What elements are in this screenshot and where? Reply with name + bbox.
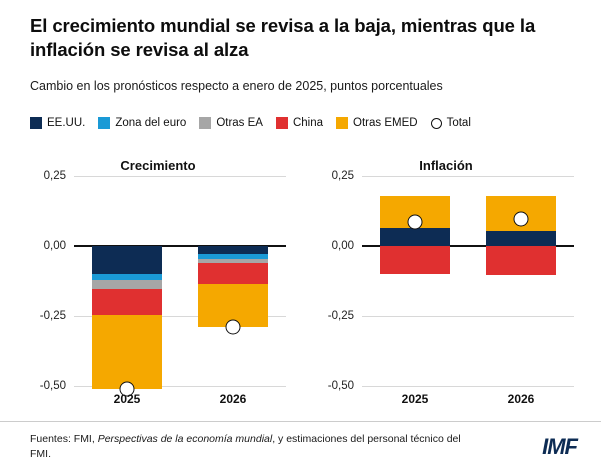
- bar-segment: [198, 263, 268, 284]
- legend-item: [336, 117, 418, 129]
- bar-segment: [486, 246, 556, 275]
- legend-label: Total: [446, 117, 471, 129]
- gridline: [362, 386, 574, 387]
- gridline: [362, 176, 574, 177]
- panel-inflacion: [310, 148, 582, 423]
- x-axis-tick-label: 2026: [219, 392, 247, 406]
- y-axis-tick-label: -0,25: [39, 310, 66, 322]
- bar-segment: [380, 246, 450, 274]
- source-note: [30, 432, 480, 462]
- legend-swatch-icon: [98, 117, 110, 129]
- legend-item: [30, 117, 85, 129]
- y-axis-tick-label: -0,50: [39, 380, 66, 392]
- legend-swatch-icon: [276, 117, 288, 129]
- bar-segment: [198, 246, 268, 254]
- total-marker: [514, 212, 529, 227]
- gridline: [74, 176, 286, 177]
- y-axis-tick-label: 0,00: [43, 240, 66, 252]
- x-axis-tick-label: 2026: [507, 392, 535, 406]
- chart-legend: [30, 117, 471, 129]
- y-axis-tick-label: 0,00: [331, 240, 354, 252]
- plot-area-inflacion: [327, 170, 574, 406]
- source-note-part2: , y estimaciones del personal técnico del FMI.: [30, 432, 461, 460]
- legend-label: Otras EA: [216, 117, 263, 129]
- y-axis-tick-label: -0,50: [327, 380, 354, 392]
- bar-segment: [92, 280, 162, 290]
- imf-logo: IMF: [542, 434, 577, 459]
- page-title: El crecimiento mundial se revisa a la baja, mientras que la inflación se revisa al alza: [30, 15, 536, 60]
- y-axis-tick-label: -0,25: [327, 310, 354, 322]
- legend-item: [98, 117, 186, 129]
- total-marker: [226, 320, 241, 335]
- chart-subtitle: Cambio en los pronósticos respecto a enero de 2025, puntos porcentuales: [30, 79, 443, 93]
- legend-label: Zona del euro: [115, 117, 187, 129]
- plot-area-crecimiento: [39, 170, 286, 406]
- legend-label: China: [292, 117, 324, 129]
- bar-segment: [380, 228, 450, 246]
- legend-item: [276, 117, 323, 129]
- legend-item: [431, 117, 471, 129]
- legend-swatch-icon: [30, 117, 42, 129]
- legend-item: [199, 117, 263, 129]
- panel-title-inflacion: Inflación: [419, 158, 473, 173]
- legend-swatch-icon: [199, 117, 211, 129]
- legend-label: EE.UU.: [47, 117, 86, 129]
- y-axis-tick-label: 0,25: [43, 170, 66, 182]
- x-axis-tick-label: 2025: [113, 392, 141, 406]
- bar-segment: [486, 231, 556, 246]
- legend-swatch-icon: [336, 117, 348, 129]
- legend-circle-icon: [431, 118, 442, 129]
- total-marker: [408, 215, 423, 230]
- bar-segment: [92, 289, 162, 314]
- x-axis-tick-label: 2025: [401, 392, 429, 406]
- panel-crecimiento: [22, 148, 294, 423]
- source-note-italic: Perspectivas de la economía mundial: [97, 432, 273, 445]
- footer-divider: [0, 421, 601, 422]
- panel-title-crecimiento: Crecimiento: [120, 158, 196, 173]
- gridline: [362, 316, 574, 317]
- source-note-part1: Fuentes: FMI,: [30, 432, 98, 445]
- bar-segment: [92, 315, 162, 389]
- y-axis-tick-label: 0,25: [331, 170, 354, 182]
- legend-label: Otras EMED: [353, 117, 418, 129]
- bar-segment: [92, 246, 162, 274]
